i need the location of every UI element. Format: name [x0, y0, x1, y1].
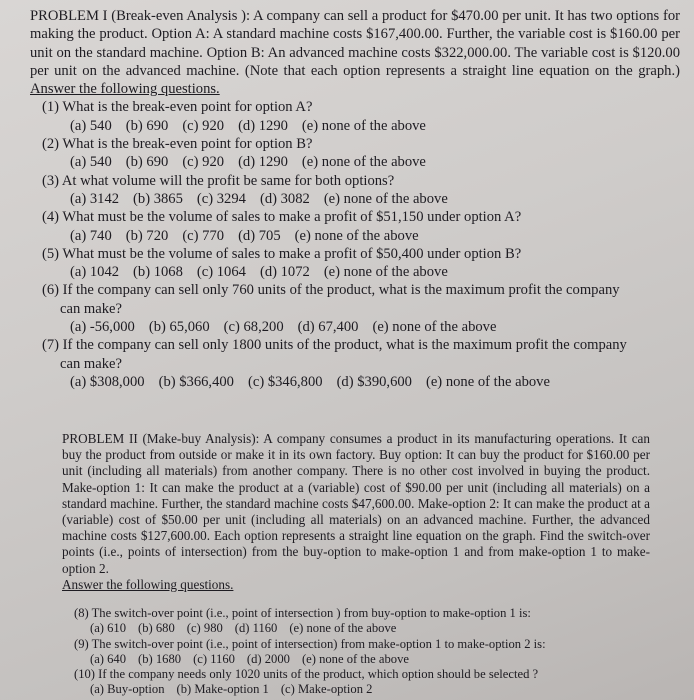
question-7-options: (a) $308,000 (b) $366,400 (c) $346,800 (d) $390,600 (e) none of the above: [70, 373, 550, 390]
question-9-options: (a) 640 (b) 1680 (c) 1160 (d) 2000 (e) none of the above: [90, 651, 409, 666]
question-5-options: (a) 1042 (b) 1068 (c) 1064 (d) 1072 (e) none of the above: [70, 264, 448, 281]
question-3-options: (a) 3142 (b) 3865 (c) 3294 (d) 3082 (e) none of the above: [70, 190, 448, 207]
problem-2-instruction: Answer the following questions.: [62, 576, 234, 592]
question-8-options: (a) 610 (b) 680 (c) 980 (d) 1160 (e) none of the above: [90, 621, 397, 636]
question-8: (8) The switch-over point (i.e., point of intersection ) from buy-option to make-option 1 is: (a) 610 (b) 680 (c) 980 (d) 1160 (e) none of the above: [74, 606, 634, 637]
problem-2-intro: PROBLEM II (Make-buy Analysis): A company consumes a product in its manufacturing operations. It can buy the product from outside or make it in its own factory. Buy option: It can buy the product for $160.00 per unit (including all materials) from another company. There is no other cost involved in buying the product. Make-option 1: It can make the product at a (variable) cost of $90.00 per unit (including all materials) on a standard machine. Further, the standard machine costs $47,600.00. Make-option 2: It can make the product at a (variable) cost of $50.00 per unit (including all materials) on an advanced machine. Further, the advanced machine costs $127,600.00. Each option represents a straight line equation on the graph. Find the switch-over points (i.e., points of intersection) from the buy-option to make-option 1 and from make-option 1 to make-option 2.: [62, 431, 650, 576]
question-6-options: (a) -56,000 (b) 65,060 (c) 68,200 (d) 67,400 (e) none of the above: [70, 319, 497, 336]
question-9: (9) The switch-over point (i.e., point of intersection) from make-option 1 to make-option 2 is: (a) 640 (b) 1680 (c) 1160 (d) 2000 (e) none of the above: [74, 637, 634, 668]
problem-1: [30, 7, 680, 391]
problem-1-instruction: Answer the following questions.: [30, 81, 220, 98]
question-2: (2) What is the break-even point for option B? (a) 540 (b) 690 (c) 920 (d) 1290 (e) none of the above: [42, 135, 680, 172]
problem-1-intro: [30, 7, 680, 98]
problem-1-text: PROBLEM I (Break-even Analysis ): A company can sell a product for $470.00 per unit. It has two options for making the product. Option A: A standard machine costs $167,400.00. Further, the variable cost is $160.00 per unit on the standard machine. Option B: An advanced machine costs $322,000.00. The variable cost is $120.00 per unit on the advanced machine. (Note that each option represents a straight line equation on the graph.): [30, 8, 680, 79]
question-2-options: (a) 540 (b) 690 (c) 920 (d) 1290 (e) none of the above: [70, 154, 426, 171]
problem-2: [62, 431, 650, 593]
problem-2-questions: [74, 606, 634, 698]
question-4: (4) What must be the volume of sales to make a profit of $51,150 under option A? (a) 740 (b) 720 (c) 770 (d) 705 (e) none of the above: [42, 208, 680, 245]
question-7: (7) If the company can sell only 1800 units of the product, what is the maximum profit the company can make? (a) $308,000 (b) $366,400 (c) $346,800 (d) $390,600 (e) none of the above: [42, 336, 680, 391]
question-5: (5) What must be the volume of sales to make a profit of $50,400 under option B? (a) 1042 (b) 1068 (c) 1064 (d) 1072 (e) none of the above: [42, 245, 680, 282]
question-3: (3) At what volume will the profit be same for both options? (a) 3142 (b) 3865 (c) 3294 (d) 3082 (e) none of the above: [42, 172, 680, 209]
question-10: (10) If the company needs only 1020 units of the product, which option should be selected ? (a) Buy-option (b) Make-option 1 (c) Make-option 2: [74, 667, 634, 698]
question-4-options: (a) 740 (b) 720 (c) 770 (d) 705 (e) none of the above: [70, 227, 419, 244]
question-10-options: (a) Buy-option (b) Make-option 1 (c) Make-option 2: [90, 682, 373, 697]
question-1: (1) What is the break-even point for option A? (a) 540 (b) 690 (c) 920 (d) 1290 (e) none of the above: [42, 98, 680, 135]
question-6: (6) If the company can sell only 760 units of the product, what is the maximum profit the company can make? (a) -56,000 (b) 65,060 (c) 68,200 (d) 67,400 (e) none of the above: [42, 281, 680, 336]
question-1-options: (a) 540 (b) 690 (c) 920 (d) 1290 (e) none of the above: [70, 117, 426, 134]
